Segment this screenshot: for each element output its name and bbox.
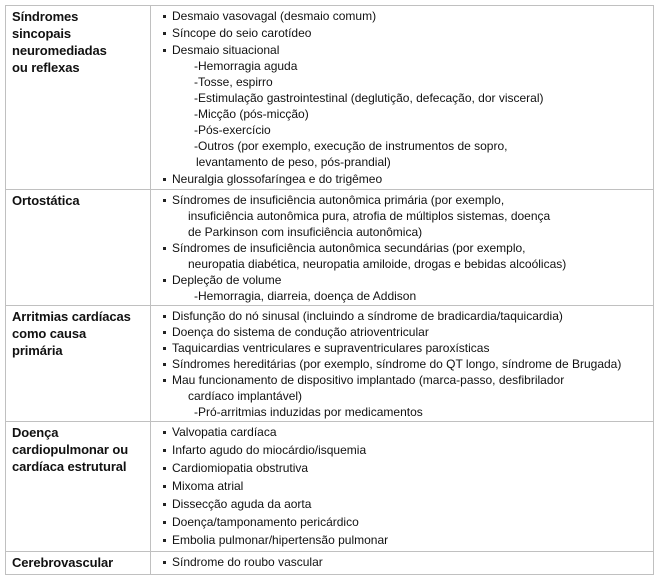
list-item-text: Síndromes de insuficiência autonômica primária (por exemplo, (172, 193, 505, 207)
list-item (163, 192, 649, 240)
list-item-text: Cardiomiopatia obstrutiva (172, 461, 309, 475)
table-row (6, 306, 654, 422)
category-label-line: Doença (12, 425, 59, 440)
list-item-text: Infarto agudo do miocárdio/isquemia (172, 443, 367, 457)
category-cell (6, 190, 151, 306)
list-item (163, 25, 649, 41)
list-item-text: Disfunção do nó sinusal (incluindo a síndrome de bradicardia/taquicardia) (172, 309, 563, 323)
list-item (163, 442, 649, 459)
sub-item: -Outros (por exemplo, execução de instrumentos de sopro, (194, 139, 508, 153)
table-row (6, 6, 654, 190)
list-item-text: Síndromes de insuficiência autonômica secundárias (por exemplo, (172, 241, 526, 255)
list-item (163, 356, 649, 372)
sub-item: -Pós-exercício (194, 123, 271, 137)
list-item-text: Desmaio situacional (172, 43, 280, 57)
sub-item: -Pró-arritmias induzidas por medicamentos (194, 405, 423, 419)
list-item (163, 324, 649, 340)
list-item-text: Mixoma atrial (172, 479, 244, 493)
category-cell (6, 422, 151, 552)
table-row (6, 190, 654, 306)
list-item-text: Doença do sistema de condução atrioventricular (172, 325, 429, 339)
list-item (163, 496, 649, 513)
list-item-text: Síndrome do roubo vascular (172, 555, 323, 569)
bullet-icon (163, 347, 166, 350)
list-item-text: Valvopatia cardíaca (172, 425, 277, 439)
category-label-line: primária (12, 343, 63, 358)
sub-item: -Hemorragia aguda (194, 59, 298, 73)
category-label-line: neuromediadas (12, 43, 107, 58)
category-label-line: Ortostática (12, 193, 80, 208)
bullet-icon (163, 32, 166, 35)
list-item-text: Desmaio vasovagal (desmaio comum) (172, 9, 377, 23)
causes-cell (151, 306, 654, 422)
list-item-text: Taquicardias ventriculares e supraventriculares paroxísticas (172, 341, 490, 355)
category-label-line: cardiopulmonar ou (12, 442, 129, 457)
bullet-icon (163, 49, 166, 52)
sub-item-continuation: levantamento de peso, pós-prandial) (196, 155, 391, 169)
list-item (163, 8, 649, 24)
list-item (163, 460, 649, 477)
causes-cell (151, 552, 654, 575)
bullet-icon (163, 331, 166, 334)
list-item (163, 240, 649, 272)
list-item (163, 532, 649, 549)
list-item-text: Síncope do seio carotídeo (172, 26, 312, 40)
bullet-icon (163, 521, 166, 524)
list-item (163, 424, 649, 441)
list-item-text: Mau funcionamento de dispositivo implantado (marca-passo, desfibrilador (172, 373, 565, 387)
category-label-line: Síndromes (12, 9, 79, 24)
list-item (163, 272, 649, 304)
list-item-continuation: insuficiência autonômica pura, atrofia de múltiplos sistemas, doença (188, 209, 551, 223)
sub-item: -Hemorragia, diarreia, doença de Addison (194, 289, 417, 303)
syncope-causes-table (5, 5, 654, 575)
list-item (163, 372, 649, 420)
category-label-line: Cerebrovascular (12, 555, 114, 570)
list-item (163, 42, 649, 170)
sub-item: -Tosse, espirro (194, 75, 273, 89)
bullet-icon (163, 178, 166, 181)
bullet-icon (163, 449, 166, 452)
list-item-text: Síndromes hereditárias (por exemplo, síndrome do QT longo, síndrome de Brugada) (172, 357, 622, 371)
causes-cell (151, 422, 654, 552)
bullet-icon (163, 247, 166, 250)
causes-cell (151, 190, 654, 306)
sub-item: -Micção (pós-micção) (194, 107, 309, 121)
causes-cell (151, 6, 654, 190)
list-item-text: Embolia pulmonar/hipertensão pulmonar (172, 533, 389, 547)
list-item (163, 171, 649, 187)
category-label-line: como causa (12, 326, 87, 341)
list-item (163, 340, 649, 356)
bullet-icon (163, 15, 166, 18)
category-label-line: Arritmias cardíacas (12, 309, 131, 324)
bullet-icon (163, 467, 166, 470)
category-cell (6, 306, 151, 422)
bullet-icon (163, 561, 166, 564)
list-item (163, 308, 649, 324)
list-item (163, 514, 649, 531)
bullet-icon (163, 279, 166, 282)
category-label-line: ou reflexas (12, 60, 80, 75)
list-item (163, 554, 649, 570)
category-label-line: sincopais (12, 26, 72, 41)
bullet-icon (163, 485, 166, 488)
sub-item: -Estimulação gastrointestinal (deglutição, defecação, dor visceral) (194, 91, 544, 105)
bullet-icon (163, 431, 166, 434)
bullet-icon (163, 379, 166, 382)
list-item-continuation: cardíaco implantável) (188, 389, 303, 403)
list-item-continuation: neuropatia diabética, neuropatia amiloide, drogas e bebidas alcoólicas) (188, 257, 567, 271)
category-cell (6, 6, 151, 190)
bullet-icon (163, 503, 166, 506)
table-row (6, 552, 654, 575)
list-item (163, 478, 649, 495)
category-cell (6, 552, 151, 575)
list-item-text: Dissecção aguda da aorta (172, 497, 312, 511)
list-item-text: Doença/tamponamento pericárdico (172, 515, 359, 529)
bullet-icon (163, 315, 166, 318)
category-label-line: cardíaca estrutural (12, 459, 127, 474)
list-item-text: Neuralgia glossofaríngea e do trigêmeo (172, 172, 383, 186)
list-item-continuation: de Parkinson com insuficiência autonômica) (188, 225, 423, 239)
table-row (6, 422, 654, 552)
table-body (6, 6, 654, 575)
bullet-icon (163, 539, 166, 542)
list-item-text: Depleção de volume (172, 273, 282, 287)
bullet-icon (163, 199, 166, 202)
bullet-icon (163, 363, 166, 366)
